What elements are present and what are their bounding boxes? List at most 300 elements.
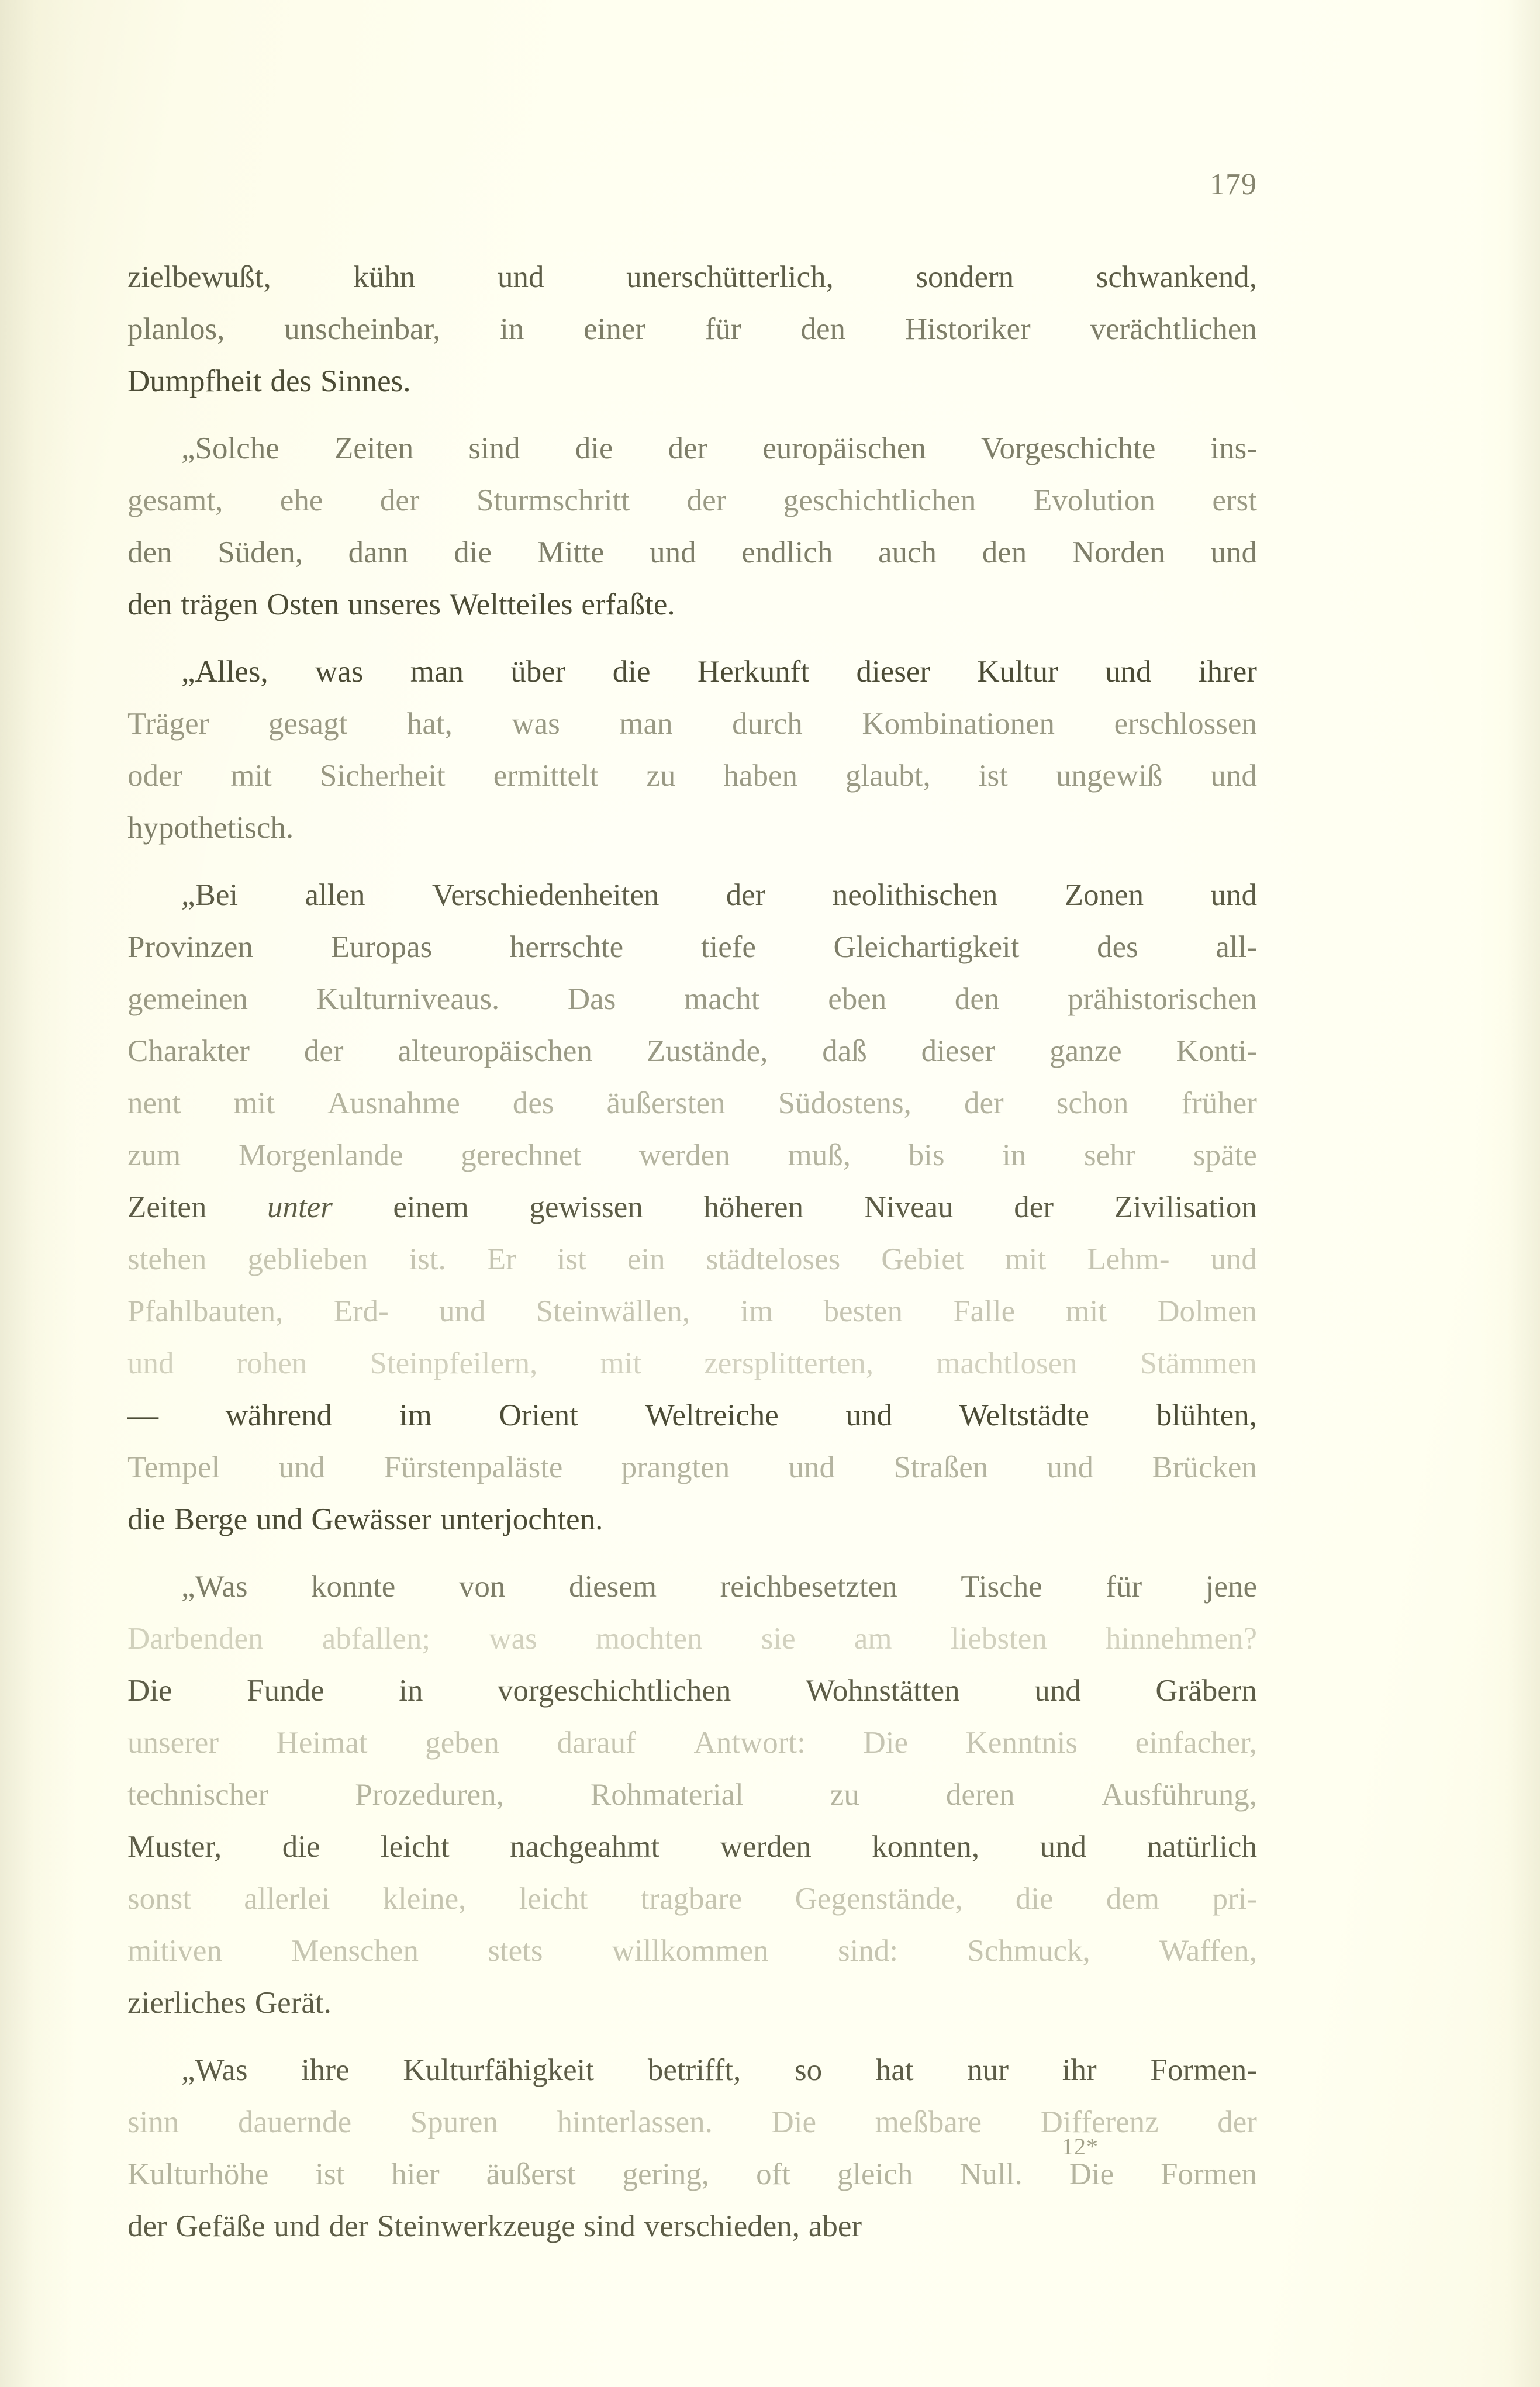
word: ganze: [1049, 1034, 1122, 1068]
word: Die: [127, 1674, 172, 1708]
word: besten: [823, 1294, 903, 1328]
word: Zustände,: [646, 1034, 768, 1068]
page-number: 179: [1210, 168, 1257, 201]
word: zu: [646, 759, 676, 793]
word: allerlei: [244, 1882, 330, 1916]
word: gewissen: [529, 1190, 643, 1224]
word: und: [650, 536, 696, 569]
word: kleine,: [382, 1882, 467, 1916]
text-line: [127, 423, 1257, 475]
word: macht: [684, 982, 760, 1016]
paragraph: [127, 646, 1257, 854]
word: und: [1034, 1674, 1081, 1708]
word: Morgenlande: [238, 1138, 403, 1172]
word: sondern: [916, 260, 1014, 294]
word: natürlich: [1147, 1830, 1257, 1864]
word: und: [1210, 536, 1257, 569]
word: Rohmaterial: [590, 1778, 744, 1812]
word: dieser: [921, 1034, 996, 1068]
word: mit: [1004, 1242, 1047, 1276]
word: zu: [830, 1778, 859, 1812]
word: liebsten: [950, 1622, 1047, 1656]
word: Dumpfheit: [127, 364, 262, 398]
word: dann: [348, 536, 409, 569]
word: darauf: [557, 1726, 636, 1760]
word: schon: [1056, 1086, 1129, 1120]
word: abfallen;: [322, 1622, 431, 1656]
text-line: [127, 1717, 1257, 1769]
word: Kombinationen: [862, 707, 1055, 741]
word: nur: [967, 2053, 1009, 2087]
word: Orient: [499, 1398, 578, 1432]
word: leicht: [519, 1882, 588, 1916]
word: und: [1040, 1830, 1087, 1864]
word: gesamt,: [127, 483, 223, 517]
word: unerschütterlich,: [626, 260, 834, 294]
word: europäischen: [762, 431, 926, 465]
word: ist: [557, 1242, 586, 1276]
word: was: [512, 707, 560, 741]
word: geschichtlichen: [783, 483, 976, 517]
word: Steinpfeilern,: [370, 1346, 538, 1380]
word: gleich: [837, 2157, 913, 2191]
word: Gewässer: [311, 1502, 432, 1536]
word: aber: [808, 2209, 862, 2243]
word: unseres: [348, 588, 441, 621]
word: prangten: [621, 1450, 730, 1484]
word: hier: [391, 2157, 440, 2191]
word: ist: [978, 759, 1008, 793]
word: verächtlichen: [1090, 312, 1257, 346]
text-line: [127, 1494, 1257, 1546]
word: der: [668, 431, 708, 465]
word: Antwort:: [693, 1726, 806, 1760]
word: Evolution: [1033, 483, 1155, 517]
word: den: [954, 982, 1000, 1016]
word: betrifft,: [647, 2053, 741, 2087]
word: und: [845, 1398, 892, 1432]
word: der: [1217, 2105, 1257, 2139]
word: erfaßte.: [581, 588, 675, 621]
word: ihrer: [1198, 655, 1257, 689]
word: die: [612, 655, 651, 689]
word: unserer: [127, 1726, 219, 1760]
word: oder: [127, 759, 183, 793]
word: technischer: [127, 1778, 269, 1812]
word: im: [740, 1294, 774, 1328]
word: werden: [720, 1830, 812, 1864]
word: den: [127, 588, 172, 621]
word: Die: [863, 1726, 909, 1760]
word: sehr: [1084, 1138, 1136, 1172]
word: einer: [583, 312, 646, 346]
word: erschlossen: [1114, 707, 1257, 741]
word: vorgeschichtlichen: [498, 1674, 731, 1708]
word: Pfahlbauten,: [127, 1294, 284, 1328]
word: in: [1002, 1138, 1027, 1172]
word: und: [278, 1450, 325, 1484]
word: dem: [1106, 1882, 1160, 1916]
word: „Solche: [181, 431, 279, 465]
word: kühn: [353, 260, 416, 294]
word: Steinwällen,: [536, 1294, 690, 1328]
paragraph: [127, 869, 1257, 1546]
word: mit: [233, 1086, 275, 1120]
word: der: [726, 878, 766, 912]
word: oft: [756, 2157, 790, 2191]
word: gemeinen: [127, 982, 248, 1016]
word: Straßen: [893, 1450, 989, 1484]
word: sind:: [837, 1934, 899, 1968]
word: „Bei: [181, 878, 239, 912]
page-text-body: [127, 251, 1257, 2256]
word: deren: [945, 1778, 1015, 1812]
word: Er: [486, 1242, 516, 1276]
word: Lehm-: [1087, 1242, 1170, 1276]
word: Formen-: [1150, 2053, 1257, 2087]
text-line: [127, 1286, 1257, 1338]
word: nachgeahmt: [510, 1830, 660, 1864]
text-line: [127, 1025, 1257, 1077]
word: tiefe: [700, 930, 756, 964]
word: „Was: [181, 2053, 248, 2087]
word: Spuren: [410, 2105, 498, 2139]
word: einfacher,: [1135, 1726, 1257, 1760]
word: allen: [305, 878, 365, 912]
word: zum: [127, 1138, 181, 1172]
text-line: [127, 1665, 1257, 1717]
word: planlos,: [127, 312, 225, 346]
word: hinnehmen?: [1105, 1622, 1257, 1656]
word: hypothetisch.: [127, 811, 294, 845]
word: Gleichartigkeit: [833, 930, 1020, 964]
word: Provinzen: [127, 930, 253, 964]
word: und: [1210, 878, 1257, 912]
word: werden: [638, 1138, 730, 1172]
word: hat: [875, 2053, 914, 2087]
word: blühten,: [1156, 1398, 1257, 1432]
word: Tempel: [127, 1450, 220, 1484]
text-line: [127, 1234, 1257, 1286]
word: mit: [600, 1346, 642, 1380]
word: Zonen: [1064, 878, 1144, 912]
word: dieser: [856, 655, 931, 689]
word: Herkunft: [697, 655, 810, 689]
text-line: [127, 251, 1257, 303]
text-line: [127, 1338, 1257, 1390]
word: einem: [393, 1190, 469, 1224]
text-line: [127, 750, 1257, 802]
word: Kulturniveaus.: [316, 982, 500, 1016]
word: schwankend,: [1096, 260, 1257, 294]
word: jene: [1205, 1570, 1257, 1604]
text-line: [127, 2201, 1257, 2253]
word: über: [510, 655, 566, 689]
word: dauernde: [237, 2105, 352, 2139]
word: für: [705, 312, 741, 346]
text-line: [127, 1561, 1257, 1613]
word: die: [575, 431, 613, 465]
word: im: [399, 1398, 432, 1432]
word: stehen: [127, 1242, 207, 1276]
word: Kulturhöhe: [127, 2157, 269, 2191]
word: zersplitterten,: [704, 1346, 874, 1380]
word: die: [1015, 1882, 1054, 1916]
word: Niveau: [864, 1190, 954, 1224]
word: Norden: [1072, 536, 1165, 569]
word: Verschiedenheiten: [431, 878, 659, 912]
word: am: [854, 1622, 892, 1656]
word: alteuropäischen: [398, 1034, 592, 1068]
word: gering,: [622, 2157, 710, 2191]
word: des: [270, 364, 312, 398]
word: Berge: [174, 1502, 248, 1536]
word: Ausnahme: [327, 1086, 460, 1120]
word: Tische: [961, 1570, 1042, 1604]
word: in: [500, 312, 524, 346]
word: Weltreiche: [645, 1398, 779, 1432]
word: ungewiß: [1055, 759, 1163, 793]
paragraph: [127, 1561, 1257, 2029]
text-line: [127, 303, 1257, 355]
word: Fürstenpaläste: [384, 1450, 563, 1484]
word: Menschen: [291, 1934, 419, 1968]
word: Die: [771, 2105, 816, 2139]
word: geblieben: [247, 1242, 368, 1276]
word: Südostens,: [778, 1086, 911, 1120]
word: mit: [1065, 1294, 1107, 1328]
word: und: [788, 1450, 835, 1484]
word: neolithischen: [832, 878, 998, 912]
word: Konti-: [1176, 1034, 1257, 1068]
word: Brücken: [1152, 1450, 1257, 1484]
word: sie: [761, 1622, 796, 1656]
word: und: [1047, 1450, 1094, 1484]
word: und: [1105, 655, 1152, 689]
word: verschieden,: [644, 2209, 800, 2243]
word: des: [1097, 930, 1138, 964]
word: Europas: [330, 930, 433, 964]
word: konnten,: [872, 1830, 980, 1864]
word: tragbare: [640, 1882, 743, 1916]
text-line: [127, 1873, 1257, 1925]
word: der: [329, 2209, 369, 2243]
text-line: [127, 698, 1257, 750]
word: pri-: [1212, 1882, 1257, 1916]
word: Falle: [953, 1294, 1016, 1328]
word: Träger: [127, 707, 209, 741]
word: Gegenstände,: [795, 1882, 963, 1916]
word: Heimat: [276, 1726, 368, 1760]
word: daß: [822, 1034, 867, 1068]
text-line: [127, 869, 1257, 921]
word: auch: [878, 536, 937, 569]
word: ehe: [279, 483, 323, 517]
word: Historiker: [904, 312, 1031, 346]
text-line: [127, 1821, 1257, 1873]
word: zierliches: [127, 1986, 247, 2020]
text-line: [127, 1442, 1257, 1494]
word: und: [497, 260, 544, 294]
word: mitiven: [127, 1934, 222, 1968]
word: erst: [1212, 483, 1257, 517]
word: diesem: [568, 1570, 657, 1604]
word: machtlosen: [936, 1346, 1078, 1380]
word: ihr: [1062, 2053, 1097, 2087]
word: herrschte: [509, 930, 624, 964]
word: Darbenden: [127, 1622, 264, 1656]
word: Funde: [247, 1674, 324, 1708]
word: eben: [828, 982, 887, 1016]
word: Sinnes.: [320, 364, 411, 398]
word: äußerst: [486, 2157, 576, 2191]
word: Muster,: [127, 1830, 222, 1864]
word: meßbare: [875, 2105, 982, 2139]
word: Vorgeschichte: [981, 431, 1156, 465]
word: willkommen: [612, 1934, 769, 1968]
word: nent: [127, 1086, 181, 1120]
text-line: [127, 1390, 1257, 1442]
word: den: [800, 312, 845, 346]
word: geben: [425, 1726, 499, 1760]
word: Zivilisation: [1114, 1190, 1257, 1224]
word: Charakter: [127, 1034, 250, 1068]
word: früher: [1181, 1086, 1257, 1120]
word: was: [489, 1622, 537, 1656]
word: Zeiten: [334, 431, 414, 465]
text-line: [127, 1613, 1257, 1665]
text-line: [127, 1769, 1257, 1821]
word: Weltstädte: [959, 1398, 1090, 1432]
word: Gräbern: [1155, 1674, 1257, 1708]
word: und: [274, 2209, 320, 2243]
word: hinterlassen.: [557, 2105, 713, 2139]
word: der: [1014, 1190, 1054, 1224]
word: Differenz: [1040, 2105, 1159, 2139]
word: die: [454, 536, 492, 569]
word: muß,: [788, 1138, 851, 1172]
word: mit: [230, 759, 272, 793]
word: stets: [488, 1934, 543, 1968]
word: Gefäße: [175, 2209, 265, 2243]
word: Kulturfähigkeit: [403, 2053, 595, 2087]
text-line: [127, 802, 1257, 854]
word: ist.: [409, 1242, 446, 1276]
word: durch: [732, 707, 803, 741]
text-line: [127, 2044, 1257, 2096]
word: trägen: [181, 588, 258, 621]
word: endlich: [741, 536, 833, 569]
word: Formen: [1161, 2157, 1257, 2191]
word: —: [127, 1398, 158, 1432]
text-line: [127, 475, 1257, 527]
word: hat,: [406, 707, 453, 741]
word: Wohnstätten: [805, 1674, 960, 1708]
word: Erd-: [333, 1294, 389, 1328]
word: die: [127, 1502, 165, 1536]
word: man: [619, 707, 673, 741]
word: gerechnet: [461, 1138, 582, 1172]
word: gesagt: [268, 707, 348, 741]
word: die: [282, 1830, 320, 1864]
word: konnte: [311, 1570, 396, 1604]
word: und: [1210, 1242, 1257, 1276]
word: man: [410, 655, 464, 689]
word: Kenntnis: [965, 1726, 1078, 1760]
word: Gebiet: [881, 1242, 964, 1276]
word: leicht: [380, 1830, 450, 1864]
word: des: [512, 1086, 554, 1120]
word: reichbesetzten: [720, 1570, 897, 1604]
word: ermittelt: [493, 759, 599, 793]
text-line: [127, 973, 1257, 1025]
text-line: [127, 921, 1257, 973]
word: in: [399, 1674, 423, 1708]
word: bis: [908, 1138, 945, 1172]
word: so: [795, 2053, 823, 2087]
word: Sturmschritt: [476, 483, 630, 517]
signature-mark: 12*: [1062, 2133, 1099, 2160]
paragraph: [127, 251, 1257, 407]
text-line: [127, 1129, 1257, 1182]
word: Weltteiles: [449, 588, 573, 621]
word: Ausführung,: [1101, 1778, 1257, 1812]
word: von: [458, 1570, 506, 1604]
word: „Alles,: [181, 655, 268, 689]
word: und: [127, 1346, 174, 1380]
text-line: [127, 1977, 1257, 2029]
word: den: [982, 536, 1027, 569]
word: Schmuck,: [967, 1934, 1090, 1968]
word: Waffen,: [1159, 1934, 1257, 1968]
text-line: [127, 527, 1257, 579]
word: haben: [723, 759, 797, 793]
word: sind: [468, 431, 520, 465]
word: unterjochten.: [440, 1502, 603, 1536]
word: der: [964, 1086, 1004, 1120]
word: äußersten: [606, 1086, 726, 1120]
word: und: [439, 1294, 486, 1328]
word: ihre: [301, 2053, 350, 2087]
paragraph: [127, 423, 1257, 631]
word: Gerät.: [254, 1986, 332, 2020]
word: Das: [567, 982, 616, 1016]
word: späte: [1193, 1138, 1257, 1172]
word: den: [127, 536, 172, 569]
word: ist: [315, 2157, 345, 2191]
word: Sicherheit: [319, 759, 446, 793]
word: der: [686, 483, 727, 517]
word: höheren: [703, 1190, 804, 1224]
word: während: [225, 1398, 333, 1432]
text-line: [127, 1182, 1257, 1234]
word: und: [256, 1502, 303, 1536]
word: glaubt,: [845, 759, 931, 793]
word: städteloses: [706, 1242, 841, 1276]
word: Prozeduren,: [355, 1778, 504, 1812]
word: Kultur: [977, 655, 1058, 689]
text-line: [127, 579, 1257, 631]
word: der: [379, 483, 420, 517]
word: was: [315, 655, 364, 689]
word: Süden,: [217, 536, 303, 569]
word: rohen: [236, 1346, 308, 1380]
word: Zeiten: [127, 1190, 207, 1224]
word: prähistorischen: [1068, 982, 1257, 1016]
word: der: [127, 2209, 167, 2243]
word: Dolmen: [1157, 1294, 1257, 1328]
word: zielbewußt,: [127, 260, 271, 294]
